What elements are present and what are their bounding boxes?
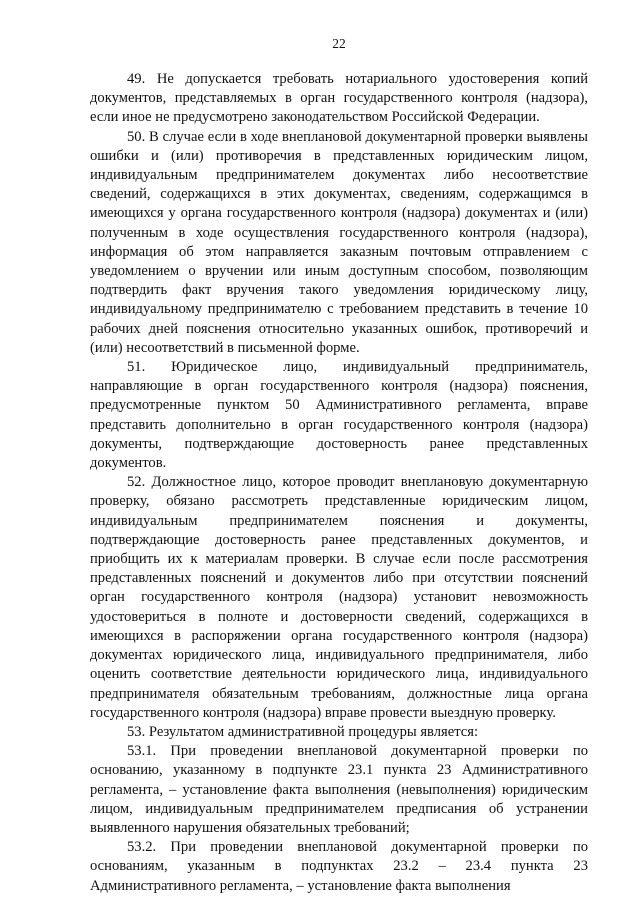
paragraph-53: 53. Результатом административной процедуры является: — [127, 723, 479, 740]
paragraph-52: 52. Должностное лицо, которое проводит внеплановую документарную проверку, обязано рассмотреть представленные юридическим лицом, индивидуальным предпринимателем пояснения и документы, подтверждающие достоверность ранее представленных документов, и приобщить их к материалам проверки. В случае если после рассмотрения представленных пояснений и документов либо при отсутствии пояснений орган государственного контроля (надзора) установит невозможность удостовериться в полноте и достоверности сведений, содержащихся в имеющихся в распоряжении органа государственного контроля (надзора) документах юридического лица, индивидуального предпринимателя, либо оценить соответствие деятельности юридического лица, индивидуального предпринимателя обязательным требованиям, должностные лица органа государственного контроля (надзора) вправе провести выездную проверку. — [90, 474, 588, 721]
page-number: 22 — [332, 36, 346, 51]
paragraph-50: 50. В случае если в ходе внеплановой документарной проверки выявлены ошибки и (или) противоречия в представленных юридическим лицом, индивидуальным предпринимателем документах либо несоответствие сведений, содержащихся в этих документах, сведениям, содержащимся в имеющихся у органа государственного контроля (надзора) документах и (или) полученным в ходе осуществления государственного контроля (надзора), информация об этом направляется заказным почтовым отправлением с уведомлением о вручении или иным доступным способом, позволяющим подтвердить факт вручения такого уведомления юридическому лицу, индивидуальному предпринимателю с требованием представить в течение 10 рабочих дней пояснения относительно указанных ошибок, противоречий и (или) несоответствий в письменной форме. — [90, 128, 588, 356]
paragraph-51: 51. Юридическое лицо, индивидуальный предприниматель, направляющие в орган государственного контроля (надзора) пояснения, предусмотренные пунктом 50 Административного регламента, вправе представить дополнительно в орган государственного контроля (надзора) документы, подтверждающие достоверность ранее представленных документов. — [90, 359, 588, 472]
document-body — [90, 70, 588, 896]
paragraph-49: 49. Не допускается требовать нотариального удостоверения копий документов, представляемых в орган государственного контроля (надзора), если иное не предусмотрено законодательством Российской Федерации. — [90, 71, 588, 126]
paragraph-53-1: 53.1. При проведении внеплановой документарной проверки по основанию, указанному в подпункте 23.1 пункта 23 Административного регламента, – установление факта выполнения (невыполнения) юридическим лицом, индивидуальным предпринимателем предписания об устранении выявленного нарушения обязательных требований; — [90, 743, 588, 836]
paragraph-53-2: 53.2. При проведении внеплановой документарной проверки по основаниям, указанным в подпунктах 23.2 – 23.4 пункта 23 Административного регламента, – установление факта выполнения — [90, 839, 588, 894]
